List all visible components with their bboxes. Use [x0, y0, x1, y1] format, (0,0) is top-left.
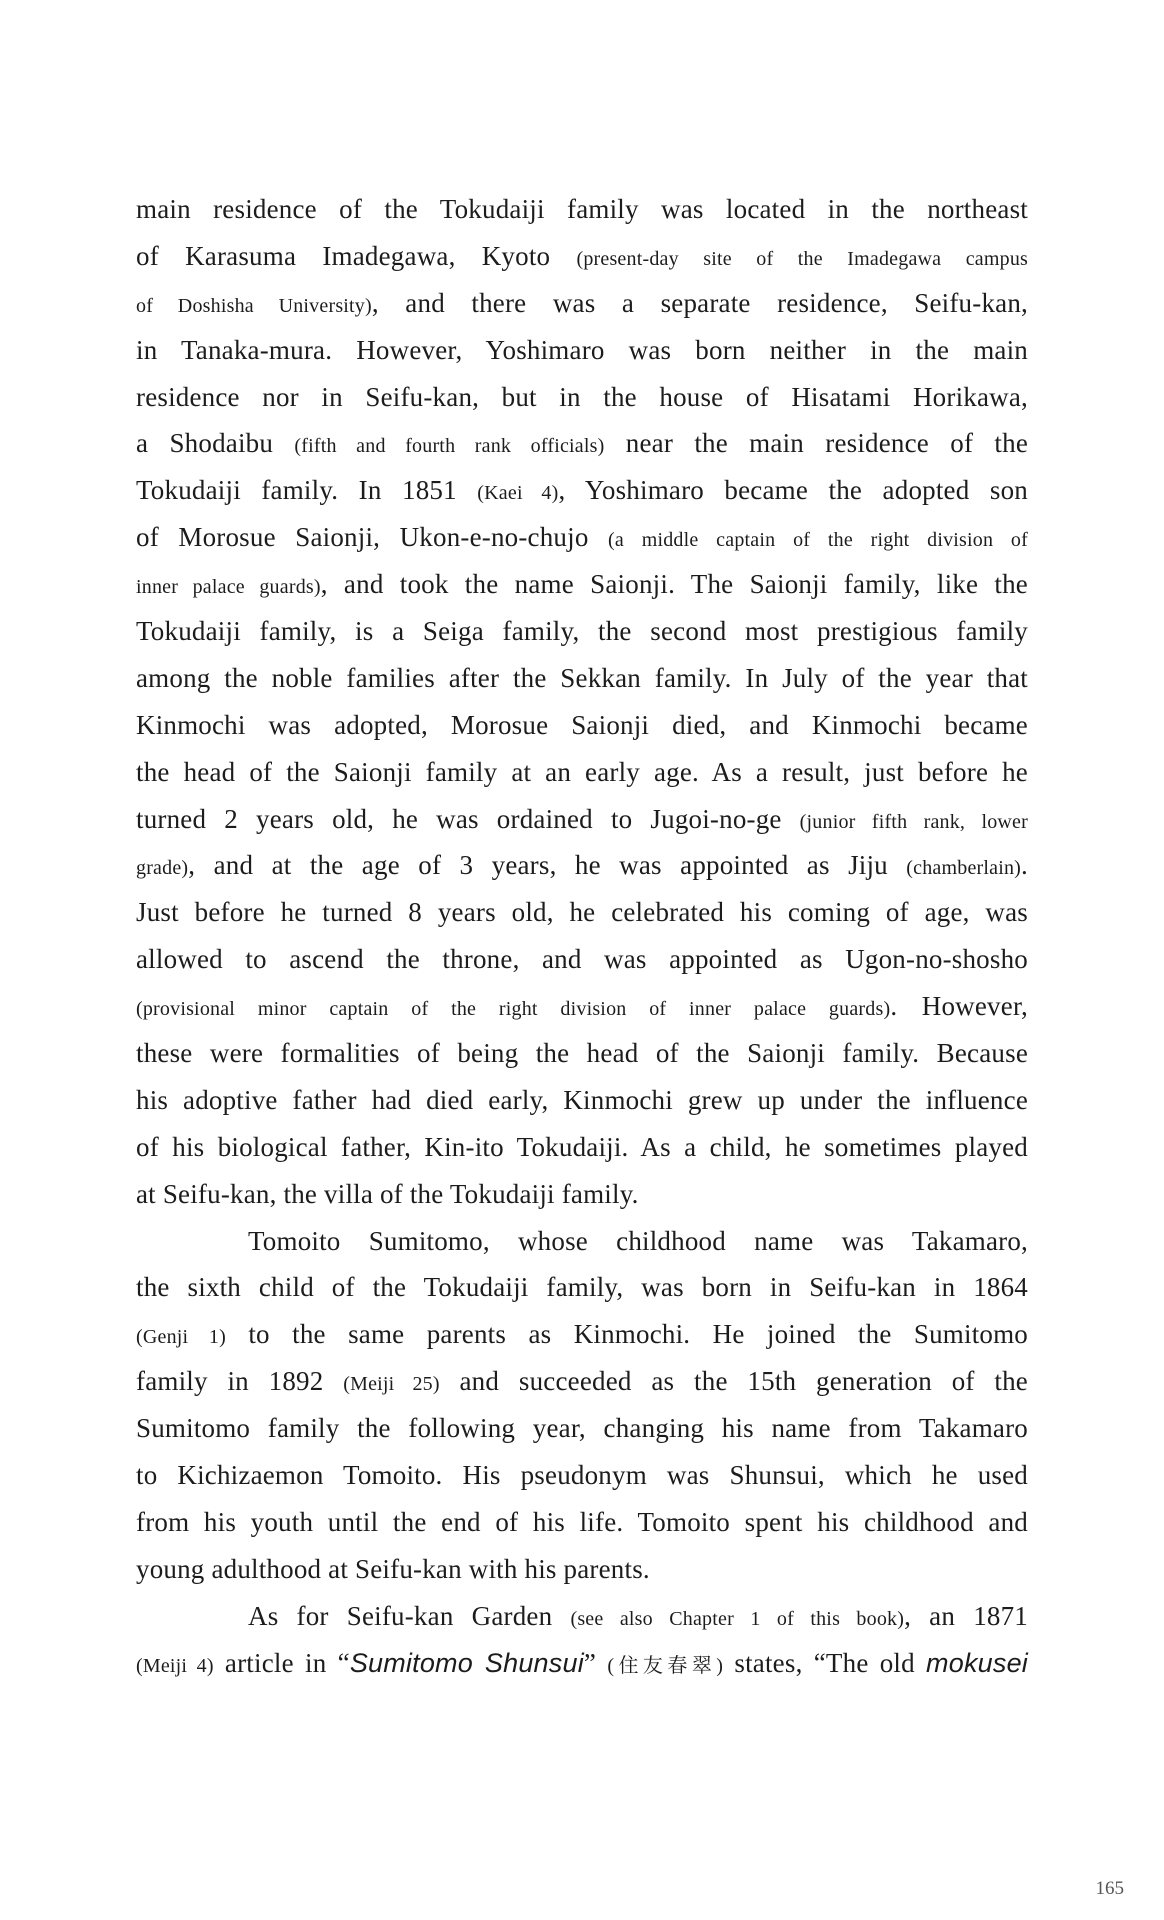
book-title: Sumitomo Shunsui: [349, 1647, 584, 1678]
parenthetical-note: (a middle captain of the right division of: [608, 529, 1028, 552]
parenthetical-note: (junior fifth rank, lower: [799, 810, 1028, 833]
text-line: allowed to ascend the throne, and was appointed as Ugon-no-shosho: [136, 944, 1028, 975]
text-line: among the noble families after the Sekkan family. In July of the year that: [136, 662, 1028, 693]
text-line: of Karasuma Imadegawa, Kyoto (present-day site of the Imadegawa campus: [136, 240, 1029, 271]
text-line: the head of the Saionji family at an early age. As a result, just before he: [136, 756, 1028, 787]
text-line: Just before he turned 8 years old, he celebrated his coming of age, was: [136, 897, 1028, 928]
text-line: grade), and at the age of 3 years, he was appointed as Jiju (chamberlain).: [136, 850, 1028, 881]
text-line: (Genji 1) to the same parents as Kinmochi. He joined the Sumitomo: [136, 1319, 1028, 1350]
text-line: his adoptive father had died early, Kinmochi grew up under the influence: [136, 1084, 1028, 1115]
parenthetical-note: (provisional minor captain of the right division of inner palace guards): [136, 998, 891, 1021]
parenthetical-note: (fifth and fourth rank officials): [294, 435, 605, 458]
text-line: inner palace guards), and took the name Saionji. The Saionji family, like the: [136, 569, 1028, 600]
parenthetical-note: inner palace guards): [136, 576, 321, 599]
text-line: in Tanaka-mura. However, Yoshimaro was born neither in the main: [136, 334, 1028, 365]
page-number: 165: [1095, 1878, 1124, 1899]
parenthetical-note: (Genji 1): [136, 1326, 226, 1349]
text-line: Sumitomo family the following year, changing his name from Takamaro: [136, 1413, 1028, 1444]
text-line: main residence of the Tokudaiji family was located in the northeast: [136, 194, 1028, 224]
paragraph-start-line: Tomoito Sumitomo, whose childhood name was Takamaro,: [248, 1225, 1028, 1256]
text-line: these were formalities of being the head of the Saionji family. Because: [136, 1038, 1028, 1069]
body-text: [136, 186, 1028, 1687]
text-line: at Seifu-kan, the villa of the Tokudaiji family.: [136, 1178, 639, 1209]
parenthetical-note: (chamberlain): [906, 857, 1022, 880]
text-line: (provisional minor captain of the right division of inner palace guards). However,: [136, 991, 1028, 1022]
text-line: of Doshisha University), and there was a separate residence, Seifu-kan,: [136, 287, 1028, 318]
parenthetical-note: (Meiji 25): [343, 1373, 440, 1396]
text-line: the sixth child of the Tokudaiji family, was born in Seifu-kan in 1864: [136, 1272, 1028, 1303]
text-line: Tokudaiji family, is a Seiga family, the second most prestigious family: [136, 616, 1028, 647]
text-line: family in 1892 (Meiji 25) and succeeded as the 15th generation of the: [136, 1366, 1028, 1397]
parenthetical-note: (Meiji 4): [136, 1654, 214, 1677]
text-line: to Kichizaemon Tomoito. His pseudonym was Shunsui, which he used: [136, 1460, 1028, 1491]
paragraph-start-line: As for Seifu-kan Garden (see also Chapter 1 of this book), an 1871: [248, 1600, 1028, 1631]
text-line: turned 2 years old, he was ordained to Jugoi-no-ge (junior fifth rank, lower: [136, 803, 1028, 834]
text-line: Tokudaiji family. In 1851 (Kaei 4), Yoshimaro became the adopted son: [136, 475, 1028, 506]
parenthetical-note: grade): [136, 857, 189, 880]
parenthetical-note: of Doshisha University): [136, 294, 372, 317]
japanese-title: (住友春翠): [607, 1654, 724, 1677]
italic-term: mokusei: [926, 1647, 1028, 1678]
parenthetical-note: (present-day site of the Imadegawa campus: [576, 247, 1029, 270]
text-line: (Meiji 4) article in “Sumitomo Shunsui” (住友春翠) states, “The old mokusei: [136, 1647, 1028, 1678]
text-line: of Morosue Saionji, Ukon-e-no-chujo (a middle captain of the right division of: [136, 522, 1028, 553]
parenthetical-note: (see also Chapter 1 of this book): [570, 1607, 905, 1630]
text-line: of his biological father, Kin-ito Tokudaiji. As a child, he sometimes played: [136, 1131, 1028, 1162]
text-line: Kinmochi was adopted, Morosue Saionji died, and Kinmochi became: [136, 709, 1028, 740]
text-line: from his youth until the end of his life. Tomoito spent his childhood and: [136, 1506, 1028, 1537]
text-line: a Shodaibu (fifth and fourth rank officials) near the main residence of the: [136, 428, 1029, 459]
parenthetical-note: (Kaei 4): [477, 482, 559, 505]
text-line: residence nor in Seifu-kan, but in the house of Hisatami Horikawa,: [136, 381, 1028, 412]
text-line: young adulthood at Seifu-kan with his parents.: [136, 1553, 650, 1584]
